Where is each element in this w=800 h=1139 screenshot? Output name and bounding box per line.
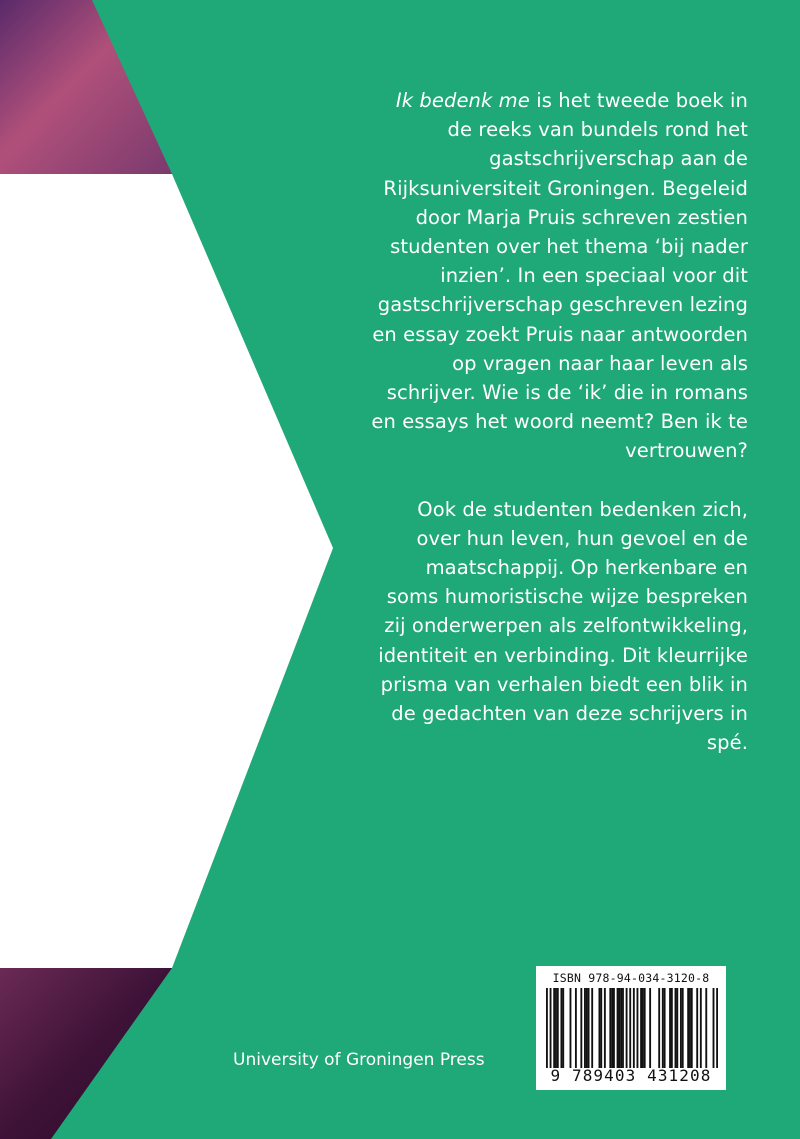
barcode-bar — [613, 988, 615, 1068]
barcode-bar — [611, 988, 613, 1068]
barcode-bar — [622, 988, 624, 1068]
barcode-bar — [644, 988, 646, 1068]
barcode-bar — [557, 988, 559, 1068]
barcode-bar — [633, 988, 635, 1068]
barcode-bar — [671, 988, 673, 1068]
barcode-bar — [600, 988, 602, 1068]
barcode-bar — [570, 988, 572, 1068]
blurb-paragraph-2: Ook de studenten bedenken zich, over hun leven, hun gevoel en de maatschappij. Op herkenbare en soms humoristische wijze bespreken zij onderwerpen als zelfontwikkeling, identiteit en verbinding. Dit kleurrijke prisma van verhalen biedt een blik in de gedachten van deze schrijvers in spé. — [378, 497, 748, 755]
barcode-bar — [609, 988, 611, 1068]
barcode-bar — [716, 988, 718, 1068]
barcode-bar — [689, 988, 691, 1068]
barcode-bar — [669, 988, 671, 1068]
blurb-paragraph-1-text: is het tweede boek in de reeks van bundels rond het gastschrijverschap aan de Rijksuniversiteit Groningen. Begeleid door Marja Pruis schreven zestien studenten over het thema ‘bij nader inzien’. In een speciaal voor dit gastschrijverschap geschreven lezing en essay zoekt Pruis naar antwoorden op vragen naar haar leven als schrijver. Wie is de ‘ik’ die in romans en essays het woord neemt? Ben ik te vertrouwen? — [371, 89, 748, 463]
barcode-bar — [617, 988, 619, 1068]
barcode-bar — [640, 988, 642, 1068]
barcode-bar — [580, 988, 582, 1068]
barcode-bar — [550, 988, 552, 1068]
photo-strip-bottom — [0, 968, 172, 1139]
ean-digits: 9 789403 431208 — [550, 1066, 712, 1085]
publisher-name: University of Groningen Press — [233, 1050, 485, 1070]
barcode-bars — [546, 988, 718, 1068]
barcode-bar — [687, 988, 689, 1068]
barcode-bar — [553, 988, 555, 1068]
barcode-bar — [664, 988, 666, 1068]
barcode-bar — [700, 988, 702, 1068]
barcode-bar — [626, 988, 628, 1068]
barcode-bar — [680, 988, 682, 1068]
barcode-bar — [642, 988, 644, 1068]
barcode-bar — [691, 988, 693, 1068]
barcode-bar — [546, 988, 548, 1068]
barcode-bar — [562, 988, 564, 1068]
barcode-bar — [629, 988, 631, 1068]
barcode-bar — [618, 988, 620, 1068]
barcode-bar — [713, 988, 715, 1068]
barcode-bar — [591, 988, 593, 1068]
barcode-bar — [676, 988, 678, 1068]
barcode-bar — [588, 988, 590, 1068]
barcode-bar — [599, 988, 601, 1068]
barcode-bar — [584, 988, 586, 1068]
barcode-bar — [575, 988, 577, 1068]
barcode-bar — [662, 988, 664, 1068]
isbn-label: ISBN 978-94-034-3120-8 — [552, 971, 710, 985]
barcode-bar — [586, 988, 588, 1068]
barcode-bar — [705, 988, 707, 1068]
barcode-bar — [604, 988, 606, 1068]
blurb — [368, 86, 748, 757]
barcode-bar — [620, 988, 622, 1068]
barcode-bar — [649, 988, 651, 1068]
blurb-paragraph-1 — [368, 86, 748, 466]
barcode-bar — [637, 988, 639, 1068]
photo-strip-top — [0, 0, 172, 174]
white-chevron-shape — [0, 174, 333, 968]
barcode-bar — [682, 988, 684, 1068]
barcode-bar — [675, 988, 677, 1068]
barcode-bar — [560, 988, 562, 1068]
barcode-bar — [555, 988, 557, 1068]
book-title: Ik bedenk me — [395, 89, 530, 112]
barcode-bar — [658, 988, 660, 1068]
isbn-barcode — [536, 966, 726, 1090]
barcode-bar — [696, 988, 698, 1068]
